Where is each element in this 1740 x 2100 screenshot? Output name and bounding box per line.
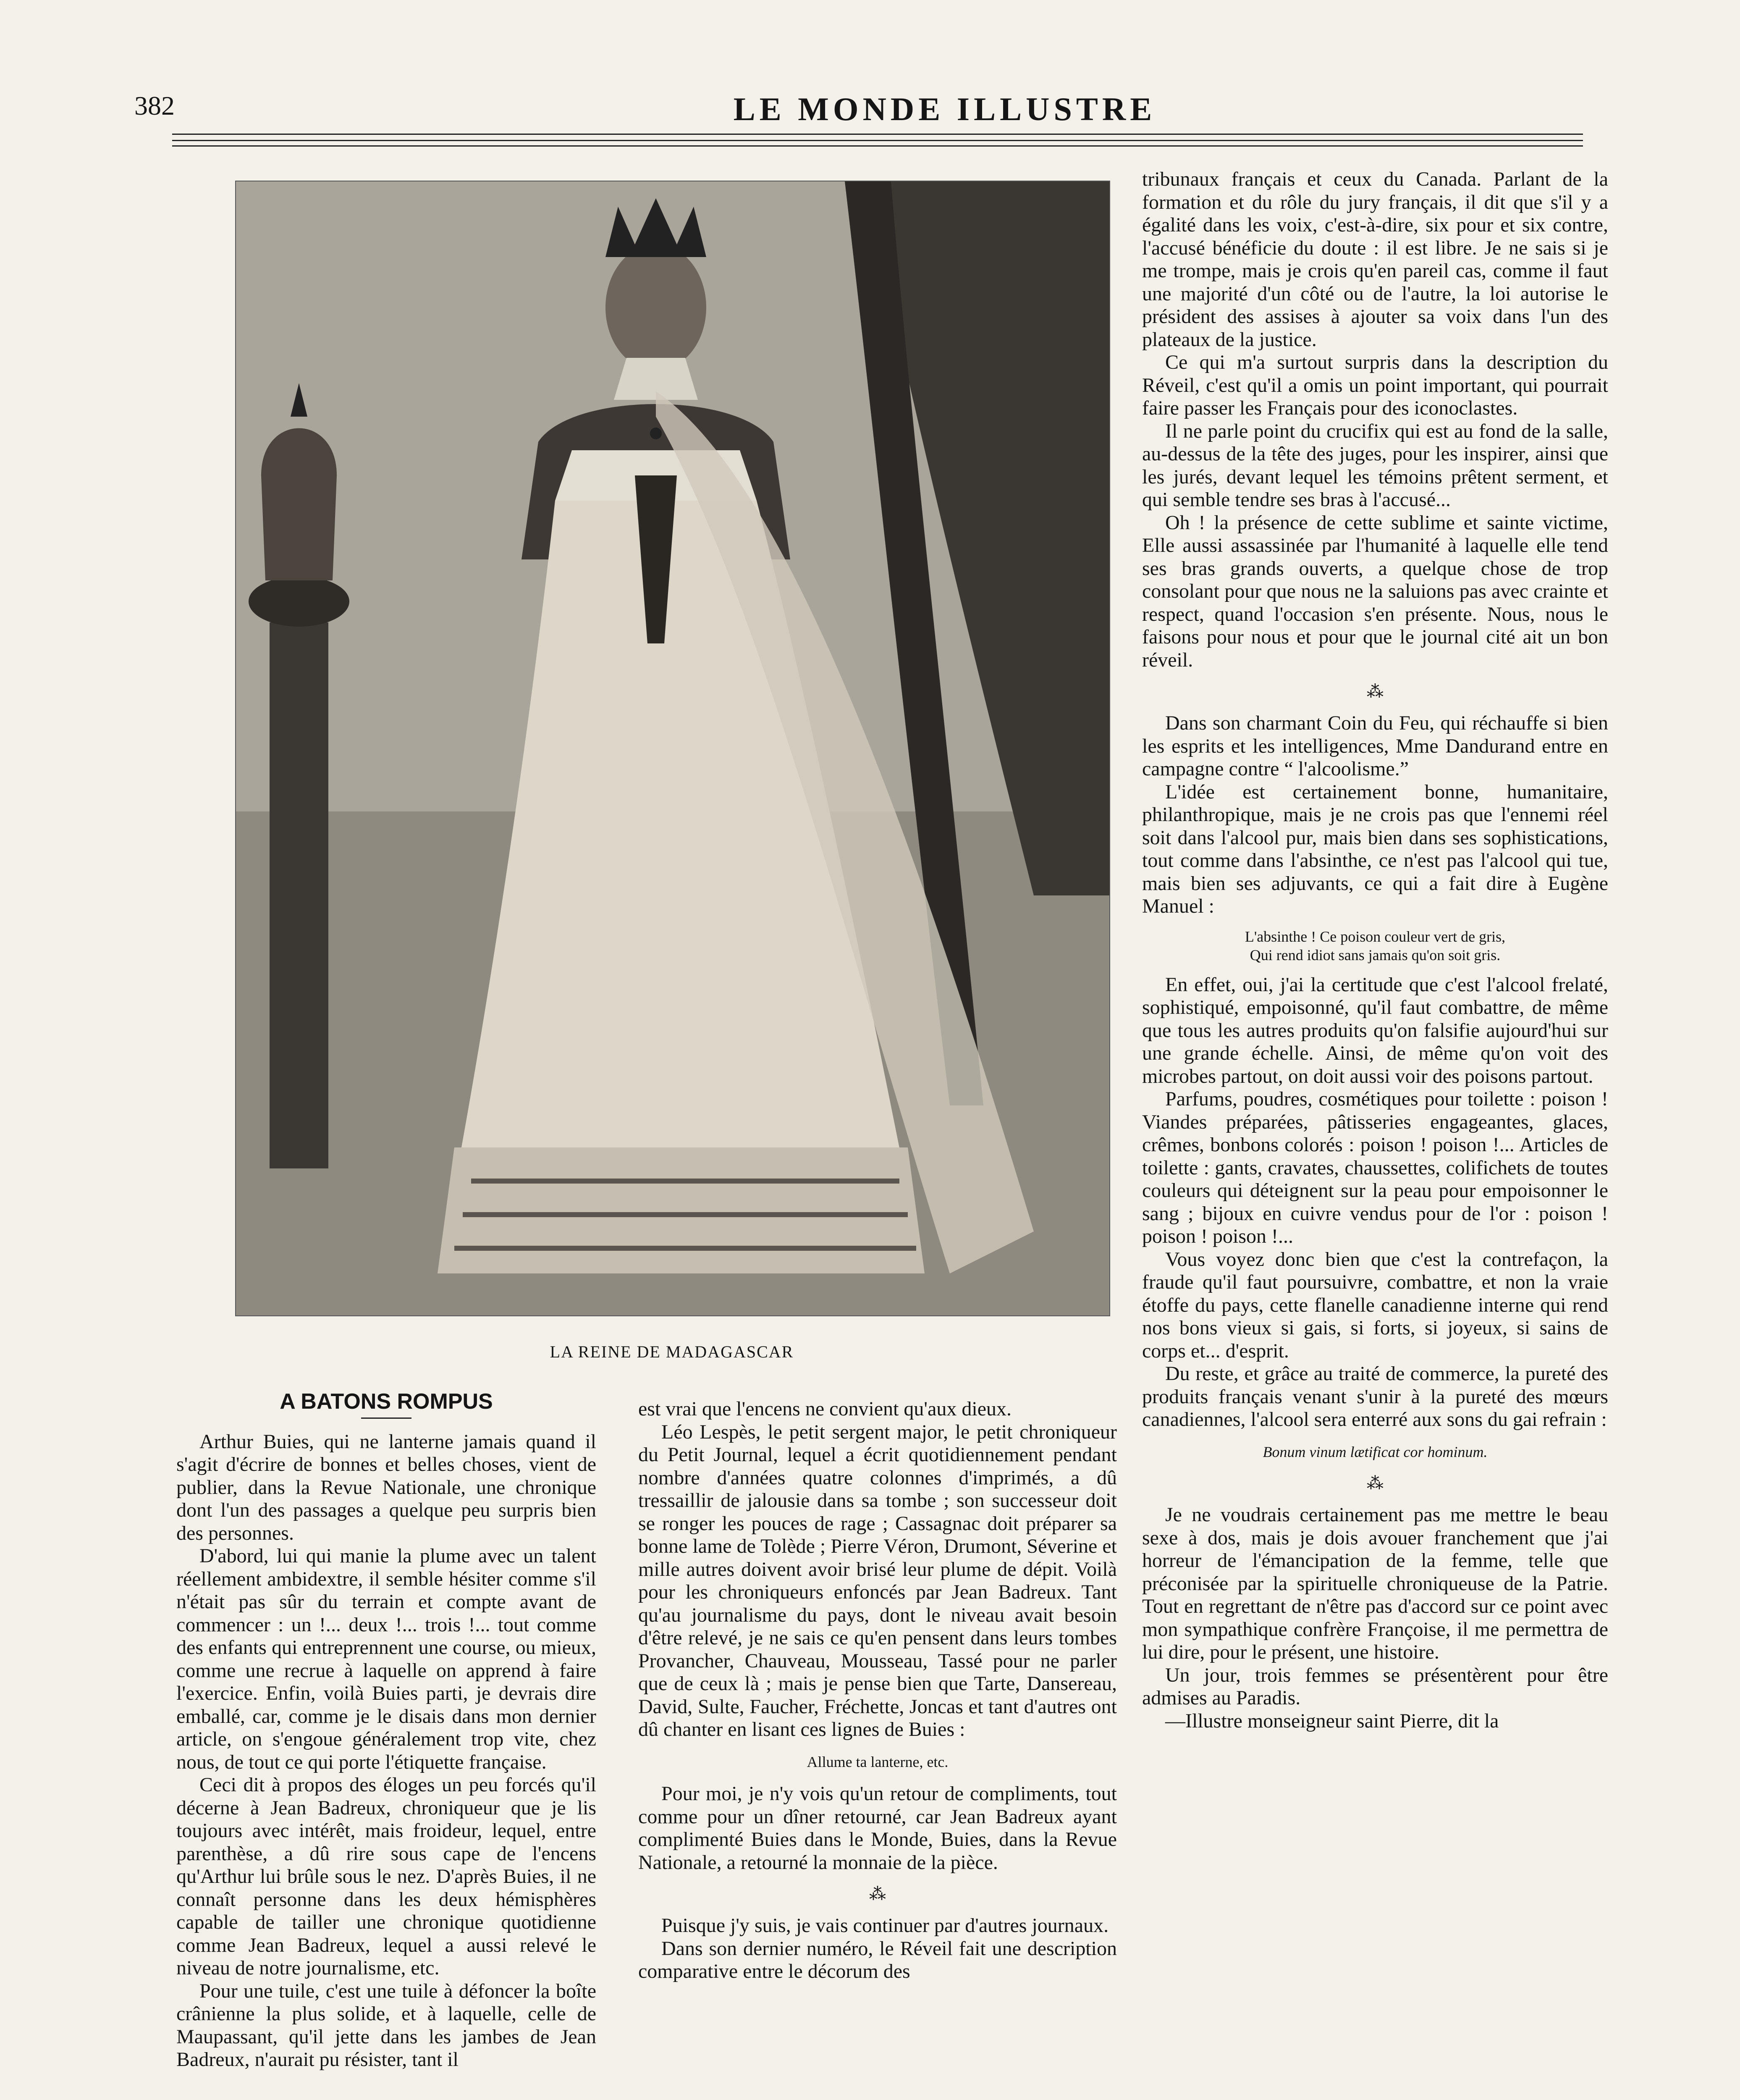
latin-quotation: Bonum vinum lætificat cor hominum. — [1263, 1443, 1488, 1460]
portrait-engraving — [236, 181, 1109, 1315]
title-rule — [361, 1418, 411, 1419]
paragraph: —Illustre monseigneur saint Pierre, dit la — [1165, 1709, 1499, 1732]
article-column-1 — [176, 1390, 596, 2071]
paragraph: L'idée est certainement bonne, humanitaire, philanthropique, mais je ne crois pas que l'ennemi réel soit dans l'alcool pur, mais bien dans ses sophistications, tout comme dans l'absinthe, ce n'est pas l'alcool qui tue, mais bien ses adjuvants, ce qui a fait dire à Eugène Manuel : — [1142, 780, 1608, 917]
quotation: Allume ta lanterne, etc. — [807, 1753, 949, 1770]
paragraph: Pour moi, je n'y vois qu'un retour de compliments, tout comme pour un dîner retourné, car Jean Badreux ayant complimenté Buies dans le Monde, Buies, dans la Revue Nationale, a retourné la monnaie de la pièce. — [638, 1782, 1117, 1874]
verse-quotation — [1142, 927, 1608, 964]
section-separator: ⁂ — [869, 1885, 886, 1903]
paragraph: tribunaux français et ceux du Canada. Parlant de la formation et du rôle du jury français, il dit que s'il y a égalité dans les voix, c'est-à-dire, six pour et six contre, l'accusé bénéficie du doute : il est libre. Je ne sais si je me trompe, mais je crois qu'en pareil cas, comme il faut une majorité d'un côté ou de l'autre, la loi autorise le président des assises à ajouter sa voix dans l'un des plateaux de la justice. — [1142, 168, 1608, 351]
article-column-2 — [638, 1398, 1117, 1983]
paragraph: Un jour, trois femmes se présentèrent pour être admises au Paradis. — [1142, 1664, 1608, 1709]
article-column-3 — [1142, 168, 1608, 1732]
paragraph: Puisque j'y suis, je vais continuer par d'autres journaux. — [661, 1914, 1109, 1937]
paragraph: En effet, oui, j'ai la certitude que c'est l'alcool frelaté, sophistiqué, empoisonné, qu'il faut combattre, de même que tous les autres produits qu'on falsifie aujourd'hui sur une grande échelle. Ainsi, de même qu'on voit des microbes partout, on doit aussi voir des poisons partout. — [1142, 973, 1608, 1087]
paragraph: Parfums, poudres, cosmétiques pour toilette : poison ! Viandes préparées, pâtisseries engageantes, glaces, crêmes, bonbons colorés : poison ! poison !... Articles de toilette : gants, cravates, chaussettes, colifichets de toutes couleurs qui déteignent sur la peau pour empoisonner le sang ; bijoux en cuivre vendus pour de l'or : poison ! poison ! poison !... — [1142, 1088, 1608, 1247]
paragraph: Il ne parle point du crucifix qui est au fond de la salle, au-dessus de la tête des juges, pour les inspirer, ainsi que les jurés, devant lequel les témoins prêtent serment, et qui semble tendre ses bras à l'accusé... — [1142, 420, 1608, 511]
paragraph: Oh ! la présence de cette sublime et sainte victime, Elle aussi assassinée par l'humanité à laquelle elle tend ses bras grands ouverts, a quelque chose de trop consolant pour que nous ne la saluions pas avec crainte et respect, quand l'occasion s'en présente. Nous, nous le faisons pour nous et pour que le journal cité ait un bon réveil. — [1142, 511, 1608, 671]
paragraph: Je ne voudrais certainement pas me mettre le beau sexe à dos, mais je dois avouer franchement que j'ai horreur de l'émancipation de la femme, telle que préconisée par la spirituelle chroniqueuse de la Patrie. Tout en regrettant de n'être pas d'accord sur ce point avec mon sympathique confrère Françoise, il me permettra de lui dire, pour le présent, une histoire. — [1142, 1504, 1608, 1663]
paragraph: Arthur Buies, qui ne lanterne jamais quand il s'agit d'écrire de bonnes et belles choses, vient de publier, dans la Revue Nationale, une chronique dont l'un des passages a quelque peu surpris bien des personnes. — [176, 1430, 596, 1544]
paragraph: Dans son charmant Coin du Feu, qui réchauffe si bien les esprits et les intelligences, Mme Dandurand entre en campagne contre “ l'alcoolisme.” — [1142, 712, 1608, 780]
header-rule — [172, 140, 1583, 141]
paragraph: Léo Lespès, le petit sergent major, le petit chroniqueur du Petit Journal, lequel a écrit quotidiennement pendant nombre d'années quatre colonnes d'imprimés, a dû tressaillir de jalousie dans sa tombe ; son successeur doit se ronger les pouces de rage ; Cassagnac doit préparer sa bonne lame de Tolède ; Pierre Véron, Drumont, Séverine et mille autres doivent avoir brisé leur plume de dépit. Voilà pour les chroniqueurs enfoncés par Jean Badreux. Tant qu'au journalisme du pays, dont le niveau avait besoin d'être relevé, je ne sais ce qu'en pensent dans leurs tombes Provancher, Chauveau, Mousseau, Tassé pour ne parler que de ceux là ; mais je pense bien que Tarte, Dansereau, David, Sulte, Faucher, Fréchette, Joncas et tant d'autres ont dû chanter en lisant ces lignes de Buies : — [638, 1420, 1117, 1740]
section-separator: ⁂ — [1367, 1474, 1384, 1493]
illustration-caption: LA REINE DE MADAGASCAR — [550, 1342, 794, 1361]
header-rule — [172, 134, 1583, 135]
paragraph: est vrai que l'encens ne convient qu'aux dieux. — [638, 1398, 1012, 1420]
journal-title: LE MONDE ILLUSTRE — [733, 91, 1156, 127]
header-rule — [172, 145, 1583, 147]
portrait-of-queen-illustration — [235, 181, 1110, 1316]
paragraph: Vous voyez donc bien que c'est la contrefaçon, la fraude qu'il faut poursuivre, combattre, et non la vraie étoffe du pays, cette flanelle canadienne interne qui rend nos bons vieux si gais, si forts, si joyeux, si sains de corps et... d'esprit. — [1142, 1248, 1608, 1362]
paragraph: Ceci dit à propos des éloges un peu forcés qu'il décerne à Jean Badreux, chroniqueur que je lis toujours avec intérêt, mais froideur, lequel, entre parenthèse, a dû rire sous cape de l'encens qu'Arthur lui brûle sous le nez. D'après Buies, il ne connaît personne dans les deux hémisphères capable de tailler une chronique quotidienne comme Jean Badreux, lequel a aussi relevé le niveau de notre journalisme, etc. — [176, 1774, 596, 1979]
paragraph: D'abord, lui qui manie la plume avec un talent réellement ambidextre, il semble hésiter comme s'il n'était pas sûr du terrain et compte avant de commencer : un !... deux !... trois !... tout comme des enfants qui entreprennent une course, ou mieux, comme une recrue à laquelle on apprend à faire l'exercice. Enfin, voilà Buies parti, je devrais dire emballé, car, comme je le disais dans mon dernier article, on s'engoue généralement trop vite, chez nous, de tout ce qui porte l'étiquette française. — [176, 1545, 596, 1773]
paragraph: Du reste, et grâce au traité de commerce, la pureté des produits français venant s'unir à la pureté des mœurs canadiennes, l'alcool sera enterré aux sons du gai refrain : — [1142, 1362, 1608, 1431]
section-separator: ⁂ — [1367, 682, 1384, 701]
article-title: A BATONS ROMPUS — [280, 1389, 493, 1414]
verse-line: Qui rend idiot sans jamais qu'on soit gris. — [1250, 946, 1501, 963]
paragraph: Dans son dernier numéro, le Réveil fait une description comparative entre le décorum des — [638, 1937, 1117, 1982]
verse-line: L'absinthe ! Ce poison couleur vert de gris, — [1245, 928, 1506, 945]
paragraph: Ce qui m'a surtout surpris dans la description du Réveil, c'est qu'il a omis un point important, qui pourrait faire passer les Français pour des iconoclastes. — [1142, 351, 1608, 419]
paragraph: Pour une tuile, c'est une tuile à défoncer la boîte crânienne la plus solide, et à laquelle, celle de Maupassant, qu'il jette dans les jambes de Jean Badreux, n'aurait pu résister, tant il — [176, 1979, 596, 2071]
page-number: 382 — [134, 91, 175, 121]
